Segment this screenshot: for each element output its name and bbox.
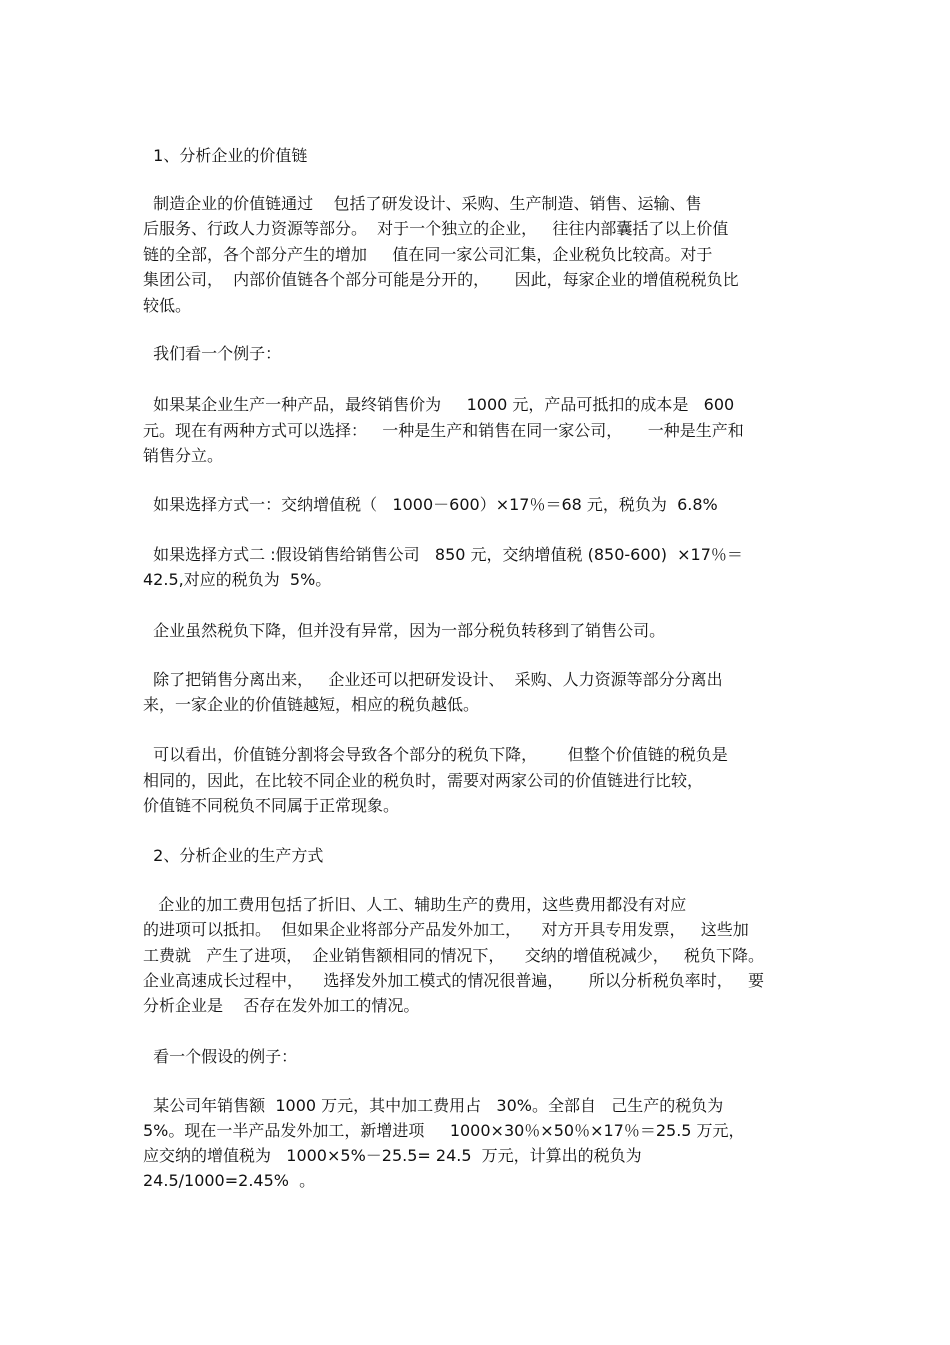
paragraph-line: 链的全部，各个部分产生的增加 值在同一家公司汇集，企业税负比较高。对于	[143, 245, 713, 264]
paragraph-line: 制造企业的价值链通过 包括了研发设计、采购、生产制造、销售、运输、售	[143, 194, 702, 213]
section-heading-production-mode: 2、分析企业的生产方式	[143, 846, 324, 865]
paragraph-line: 24.5/1000=2.45% 。	[143, 1171, 316, 1190]
paragraph-line: 企业的加工费用包括了折旧、人工、辅助生产的费用，这些费用都没有对应	[143, 895, 687, 914]
paragraph-line: 我们看一个例子：	[143, 344, 282, 363]
paragraph-line: 集团公司， 内部价值链各个部分可能是分开的， 因此，每家企业的增值税税负比	[143, 270, 739, 289]
paragraph-line: 来，一家企业的价值链越短，相应的税负越低。	[143, 695, 480, 714]
paragraph-line: 5%。现在一半产品发外加工，新增进项 1000×30％×50％×17％＝25.5 万元，	[143, 1121, 745, 1140]
paragraph-line: 的进项可以抵扣。 但如果企业将部分产品发外加工， 对方开具专用发票， 这些加	[143, 920, 749, 939]
paragraph-line: 应交纳的增值税为 1000×5%－25.5= 24.5 万元，计算出的税负为	[143, 1146, 642, 1165]
paragraph-line: 工费就 产生了进项， 企业销售额相同的情况下， 交纳的增值税减少， 税负下降。	[143, 946, 765, 965]
section-heading-value-chain: 1、分析企业的价值链	[143, 146, 308, 165]
paragraph-line: 元。现在有两种方式可以选择： 一种是生产和销售在同一家公司， 一种是生产和	[143, 421, 744, 440]
paragraph-line: 除了把销售分离出来， 企业还可以把研发设计、 采购、人力资源等部分分离出	[143, 670, 723, 689]
paragraph-line: 企业高速成长过程中， 选择发外加工模式的情况很普遍， 所以分析税负率时， 要	[143, 971, 765, 990]
paragraph-line: 如果某企业生产一种产品，最终销售价为 1000 元，产品可抵扣的成本是 600	[143, 395, 735, 414]
paragraph-line: 可以看出，价值链分割将会导致各个部分的税负下降， 但整个价值链的税负是	[143, 745, 728, 764]
paragraph-line: 较低。	[143, 296, 192, 315]
paragraph-line: 看一个假设的例子：	[143, 1047, 298, 1066]
paragraph-line: 分析企业是 否存在发外加工的情况。	[143, 996, 420, 1015]
paragraph-line: 42.5,对应的税负为 5%。	[143, 570, 332, 589]
paragraph-line: 某公司年销售额 1000 万元，其中加工费用占 30%。全部自 己生产的税负为	[143, 1096, 724, 1115]
paragraph-line: 企业虽然税负下降，但并没有异常，因为一部分税负转移到了销售公司。	[143, 621, 666, 640]
paragraph-line: 价值链不同税负不同属于正常现象。	[143, 796, 400, 815]
paragraph-line: 销售分立。	[143, 446, 224, 465]
paragraph-line: 后服务、行政人力资源等部分。 对于一个独立的企业， 往往内部囊括了以上价值	[143, 219, 729, 238]
paragraph-line: 如果选择方式一：交纳增值税（ 1000－600）×17％＝68 元，税负为 6.8%	[143, 495, 718, 514]
paragraph-line: 相同的，因此，在比较不同企业的税负时，需要对两家公司的价值链进行比较，	[143, 771, 704, 790]
paragraph-line: 如果选择方式二 :假设销售给销售公司 850 元，交纳增值税 (850-600) ×17％＝	[143, 545, 743, 564]
